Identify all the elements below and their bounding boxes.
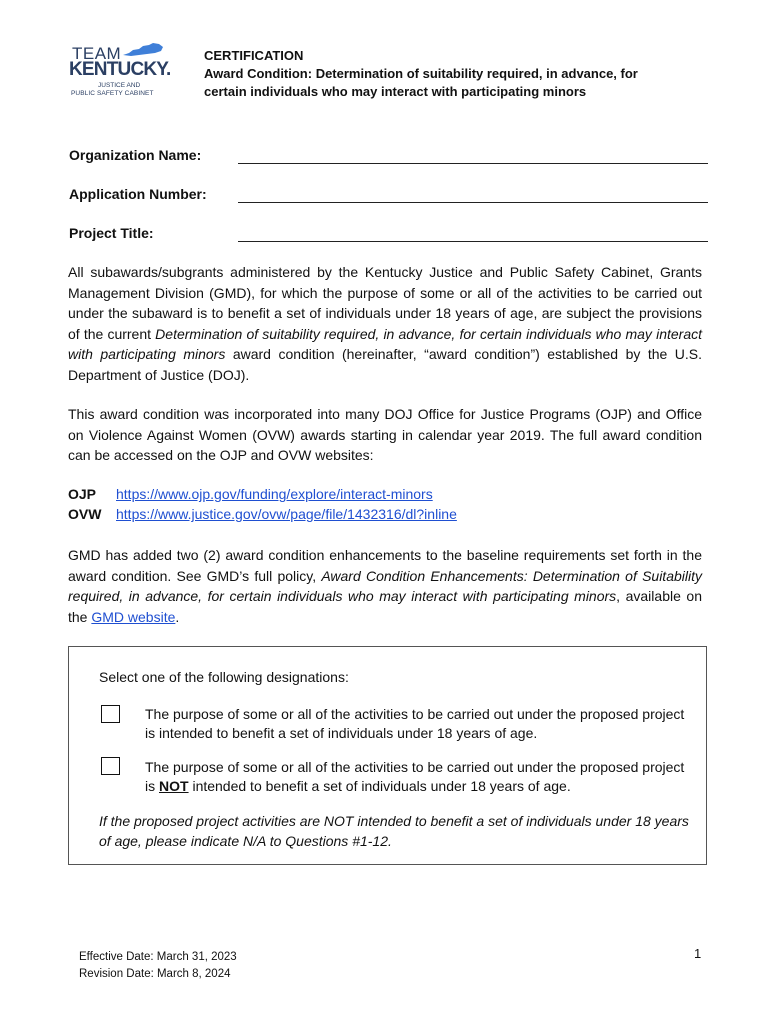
option-1-checkbox[interactable] [101, 705, 120, 723]
kentucky-state-icon [121, 41, 165, 59]
p3-italic: Award Condition Enhancements: Determination of Suitability required, in advance, for certain individuals who may interact with participating minors [68, 567, 702, 605]
ovw-link[interactable]: https://www.justice.gov/ovw/page/file/1432316/dl?inline [116, 506, 457, 522]
certification-title: CERTIFICATION [204, 48, 304, 63]
project-title-field[interactable] [238, 241, 708, 242]
paragraph-gmd-enhancements [68, 545, 702, 627]
logo-line-2: PUBLIC SAFETY CABINET [71, 90, 154, 97]
logo-team-text: TEAM [72, 44, 122, 63]
ovw-label: OVW [68, 506, 102, 522]
option-2-text-end: intended to benefit a set of individuals under 18 years of age. [188, 778, 571, 794]
p3-text: GMD has added two (2) award condition enhancements to the baseline requirements set forth in the award condition. See GMD’s full policy, [68, 547, 702, 584]
application-number-field[interactable] [238, 202, 708, 203]
option-1-text: The purpose of some or all of the activities to be carried out under the proposed project is intended to benefit a set of individuals under 18 years of age. [145, 706, 685, 741]
designation-box [68, 646, 707, 865]
p3-text-end: . [175, 608, 180, 625]
option-2-text [145, 758, 690, 796]
logo-state-text: KENTUCKY. [69, 59, 171, 80]
option-2-not: NOT [159, 778, 189, 794]
ojp-label: OJP [68, 486, 97, 502]
revision-date: Revision Date: March 8, 2024 [79, 968, 231, 980]
option-2-text-start: The purpose of some or all of the activities to be carried out under the proposed project is [145, 759, 685, 794]
paragraph-subawards [68, 262, 702, 386]
option-2-checkbox[interactable] [101, 757, 120, 775]
team-kentucky-logo [64, 40, 174, 102]
page-number: 1 [694, 946, 702, 961]
award-condition-line-1: Award Condition: Determination of suitability required, in advance, for [204, 66, 638, 81]
certification-header [204, 47, 704, 101]
organization-name-label: Organization Name: [69, 147, 202, 163]
organization-name-field[interactable] [238, 163, 708, 164]
designation-heading: Select one of the following designations: [99, 669, 349, 685]
p1-italic: Determination of suitability required, in advance, for certain individuals who may interact with participating minors [68, 325, 702, 363]
footer-dates [79, 949, 237, 983]
effective-date: Effective Date: March 31, 2023 [79, 951, 237, 963]
ovw-link-row [68, 506, 457, 522]
p1-text-end: award condition (hereinafter, “award condition”) established by the U.S. Department of Justice (DOJ). [68, 346, 703, 383]
p1-text: All subawards/subgrants administered by the Kentucky Justice and Public Safety Cabinet, Grants Management Division (GMD), for which the purpose of some or all of the activities to be carried out under the subaward is to benefit a set of individuals under 18 years of age, are subject the provisions of the current [68, 264, 702, 342]
application-number-label: Application Number: [69, 186, 207, 202]
project-title-label: Project Title: [69, 225, 154, 241]
logo-line-1: JUSTICE AND [98, 82, 141, 89]
designation-note: If the proposed project activities are NOT intended to benefit a set of individuals under 18 years of age, please indicate N/A to Questions #1-12. [99, 813, 689, 849]
gmd-website-link[interactable]: GMD website [91, 608, 176, 625]
ojp-link-row [68, 486, 433, 502]
p3-text-mid: , available on the [68, 588, 702, 625]
ojp-link[interactable]: https://www.ojp.gov/funding/explore/interact-minors [116, 486, 433, 502]
award-condition-line-2: certain individuals who may interact with participating minors [204, 84, 587, 99]
paragraph-award-condition: This award condition was incorporated into many DOJ Office for Justice Programs (OJP) and Office on Violence Against Women (OVW) awards starting in calendar year 2019. The full award condition can be accessed on the OJP and OVW websites: [68, 406, 702, 464]
